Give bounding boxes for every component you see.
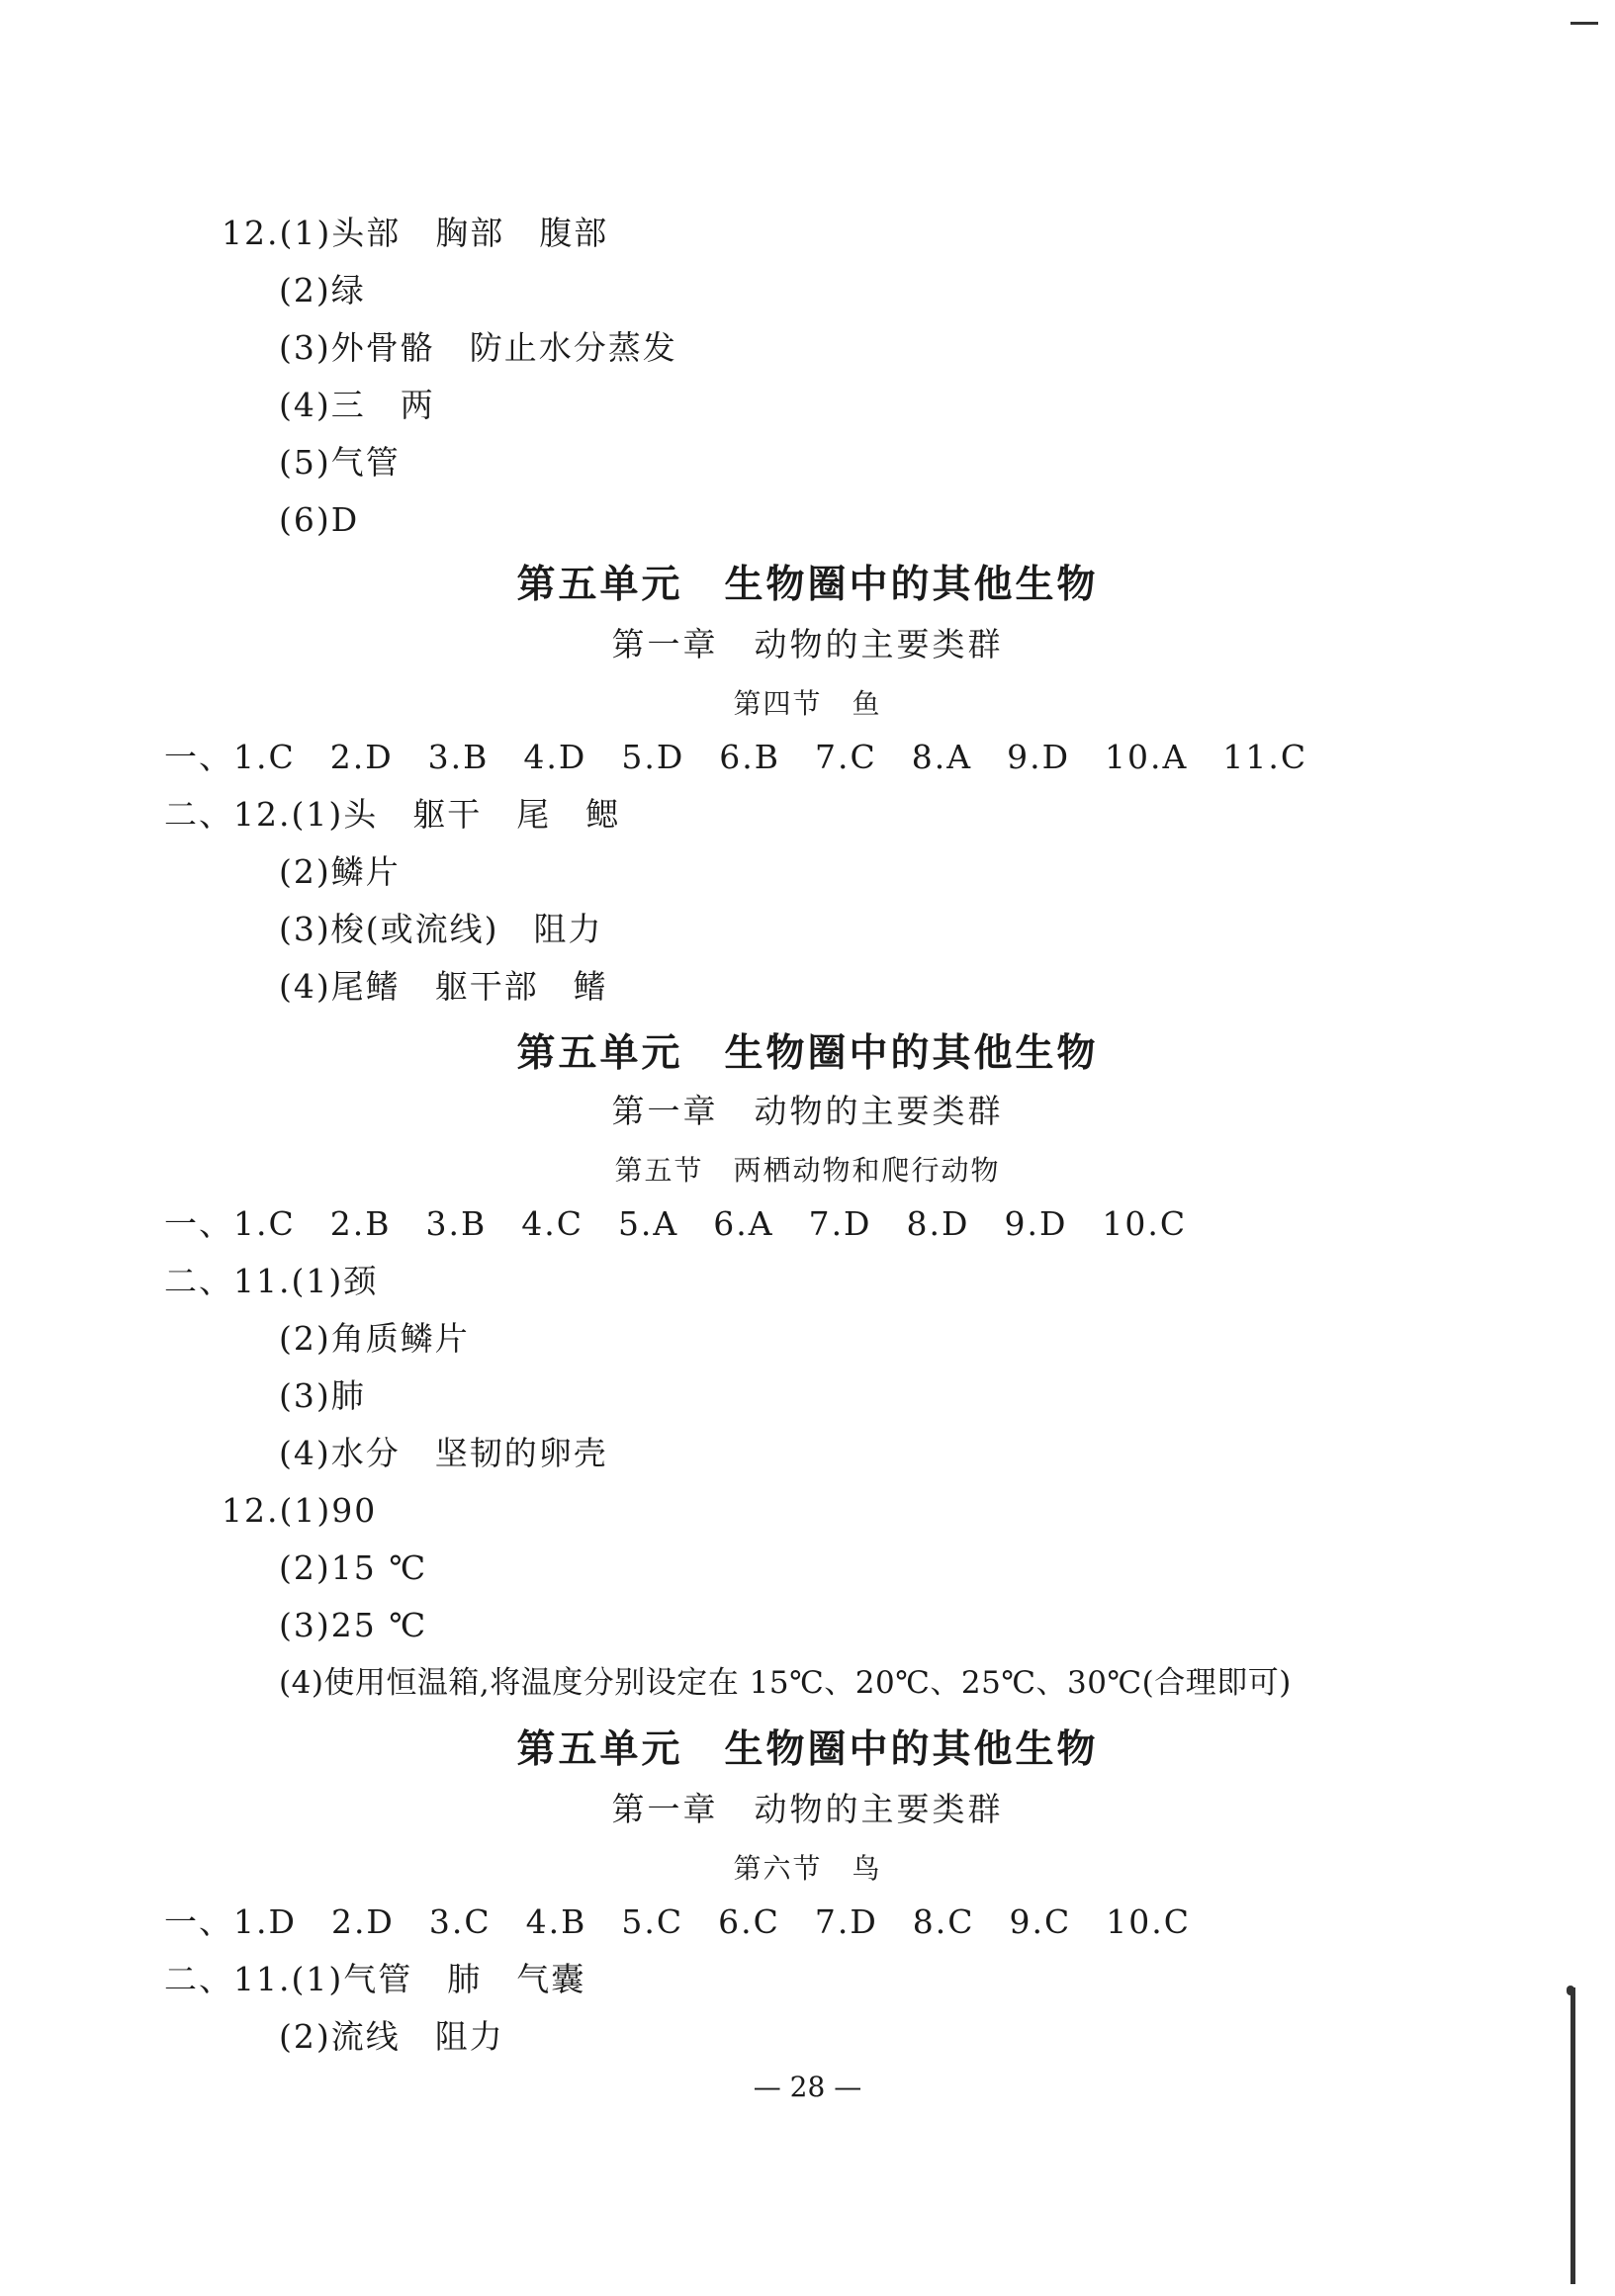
section-heading: 第五节 两栖动物和爬行动物 [614, 1154, 1001, 1187]
answer-12-4: (4)使用恒温箱,将温度分别设定在 15℃、20℃、25℃、30℃(合理即可) [279, 1665, 1292, 1701]
chapter-heading: 第一章 动物的主要类群 [611, 1790, 1004, 1828]
answer-12-6: (6)D [279, 500, 360, 539]
answer-12-1: 12.(1)头部 胸部 腹部 [222, 214, 609, 252]
answer-12-2: (2)鳞片 [279, 852, 401, 891]
answer-11-1: 二、11.(1)颈 [164, 1262, 379, 1300]
unit-heading: 第五单元 生物圈中的其他生物 [516, 1727, 1099, 1772]
answer-12-5: (5)气管 [279, 443, 401, 482]
answer-12-2: (2)绿 [279, 271, 366, 309]
choice-answers: 一、1.D 2.D 3.C 4.B 5.C 6.C 7.D 8.C 9.C 10.C [164, 1902, 1191, 1941]
unit-heading: 第五单元 生物圈中的其他生物 [516, 563, 1099, 607]
answer-12-3: (3)25 ℃ [279, 1606, 428, 1644]
answer-12-3: (3)外骨骼 防止水分蒸发 [279, 328, 677, 367]
answer-11-4: (4)水分 坚韧的卵壳 [279, 1434, 608, 1472]
section-heading: 第四节 鱼 [733, 687, 882, 720]
answer-11-1: 二、11.(1)气管 肺 气囊 [164, 1960, 586, 1998]
answer-11-3: (3)肺 [279, 1376, 366, 1415]
unit-heading: 第五单元 生物圈中的其他生物 [516, 1031, 1099, 1076]
chapter-heading: 第一章 动物的主要类群 [611, 625, 1004, 663]
scan-edge-line [1570, 1987, 1575, 2284]
section-heading: 第六节 鸟 [733, 1852, 882, 1885]
answer-12-2: (2)15 ℃ [279, 1548, 428, 1587]
answer-12-4: (4)三 两 [279, 386, 435, 424]
answer-11-2: (2)角质鳞片 [279, 1319, 470, 1358]
answer-12-3: (3)梭(或流线) 阻力 [279, 910, 603, 948]
choice-answers: 一、1.C 2.B 3.B 4.C 5.A 6.A 7.D 8.D 9.D 10.C [164, 1204, 1188, 1243]
answer-12-4: (4)尾鳍 躯干部 鳍 [279, 967, 608, 1006]
answer-12-1: 12.(1)90 [222, 1491, 378, 1530]
answer-11-2: (2)流线 阻力 [279, 2017, 504, 2056]
scan-dot [1567, 1986, 1574, 1995]
answer-12-1: 二、12.(1)头 躯干 尾 鳃 [164, 795, 621, 834]
choice-answers: 一、1.C 2.D 3.B 4.D 5.D 6.B 7.C 8.A 9.D 10.A 11.C [164, 738, 1308, 776]
scan-edge-mark [1570, 22, 1598, 25]
page-number: — 28 — [753, 2071, 862, 2103]
chapter-heading: 第一章 动物的主要类群 [611, 1092, 1004, 1130]
